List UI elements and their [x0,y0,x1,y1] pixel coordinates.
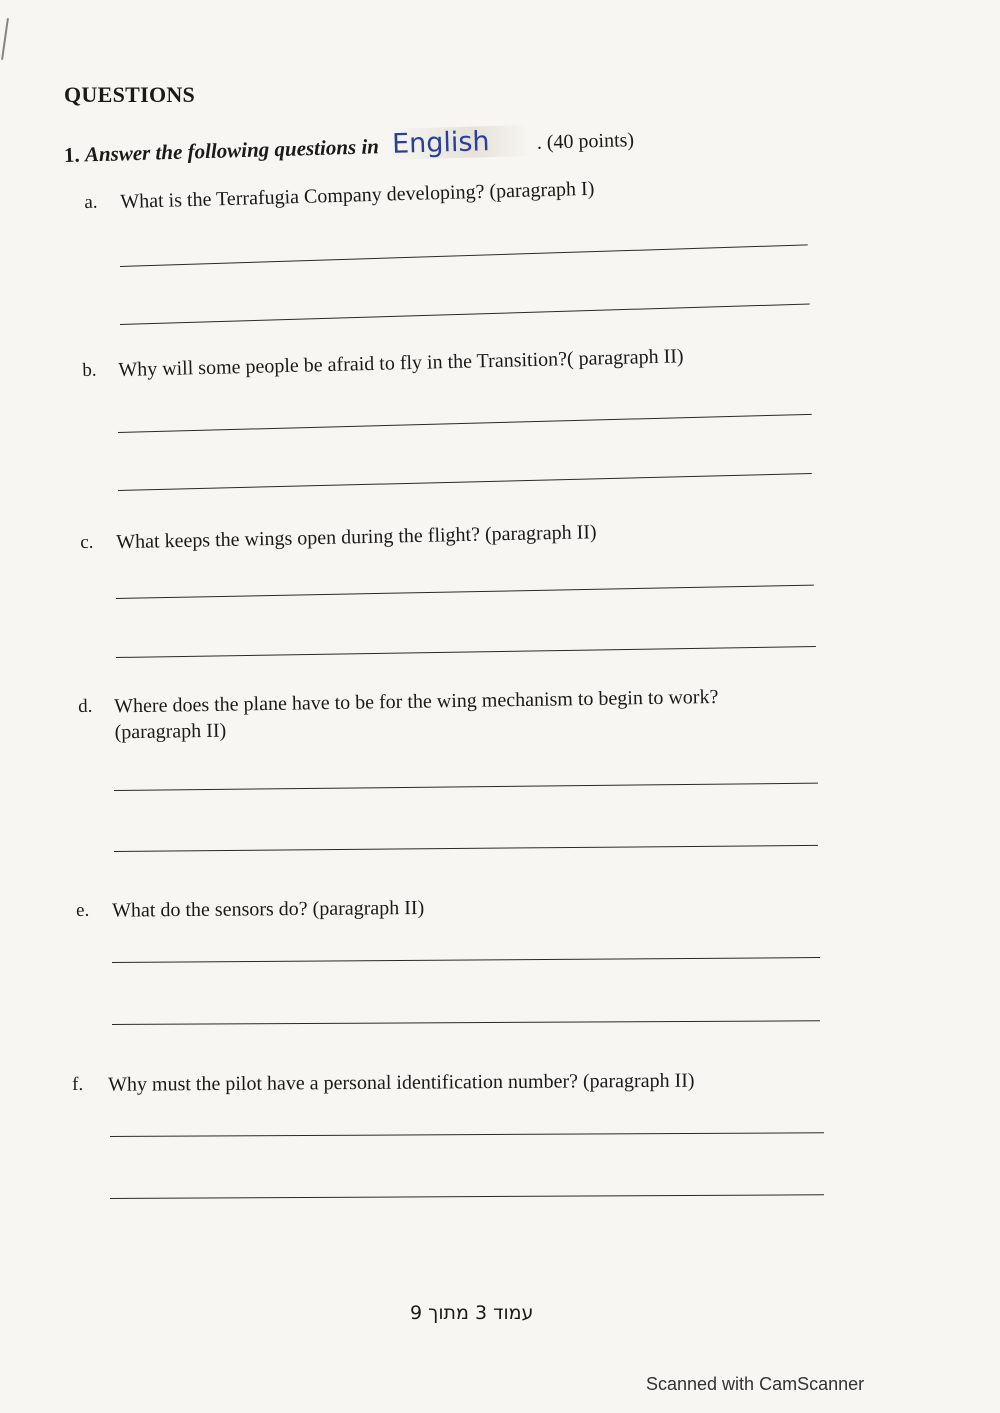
answer-line[interactable] [118,473,812,491]
handwritten-answer: English [390,125,530,160]
question-label: d. [78,695,93,717]
question-label: a. [84,191,98,213]
instruction-line [63,120,704,178]
question-label: e. [76,899,90,921]
answer-line[interactable] [118,414,812,433]
question-text: Why must the pilot have a personal identification number? (paragraph II) [108,1069,695,1096]
question-d [78,683,798,744]
answer-line[interactable] [112,957,820,963]
question-b [82,340,802,382]
question-e [76,892,796,922]
section-heading: QUESTIONS [64,82,196,107]
instruction-text: Answer the following questions in [84,134,380,167]
scanner-watermark: Scanned with CamScanner [646,1374,865,1394]
answer-line[interactable] [114,783,818,791]
answer-line[interactable] [114,845,818,852]
instruction-number: 1. [63,142,80,167]
question-label: f. [72,1073,84,1095]
question-label: b. [82,359,97,381]
question-label: c. [80,531,94,553]
answer-line[interactable] [120,304,810,325]
question-text: What is the Terrafugia Company developing? (paragraph I) [120,177,595,213]
question-text: What do the sensors do? (paragraph II) [112,896,425,922]
question-f [72,1067,792,1096]
question-text: What keeps the wings open during the flight? (paragraph II) [116,521,597,554]
scan-edge-mark [1,18,9,60]
question-c [80,515,800,554]
answer-line[interactable] [116,585,814,599]
answer-line[interactable] [110,1194,824,1199]
question-text: Why will some people be afraid to fly in the Transition?( paragraph II) [118,345,684,382]
answer-line[interactable] [120,244,808,267]
answer-line[interactable] [110,1132,824,1137]
points-label: . (40 points) [536,129,635,154]
answer-line[interactable] [112,1020,820,1025]
answer-line[interactable] [116,646,816,658]
page-number: עמוד 3 מתוך 9 [410,1302,534,1324]
question-text: Where does the plane have to be for the wing mechanism to begin to work? (paragraph II) [114,685,719,744]
